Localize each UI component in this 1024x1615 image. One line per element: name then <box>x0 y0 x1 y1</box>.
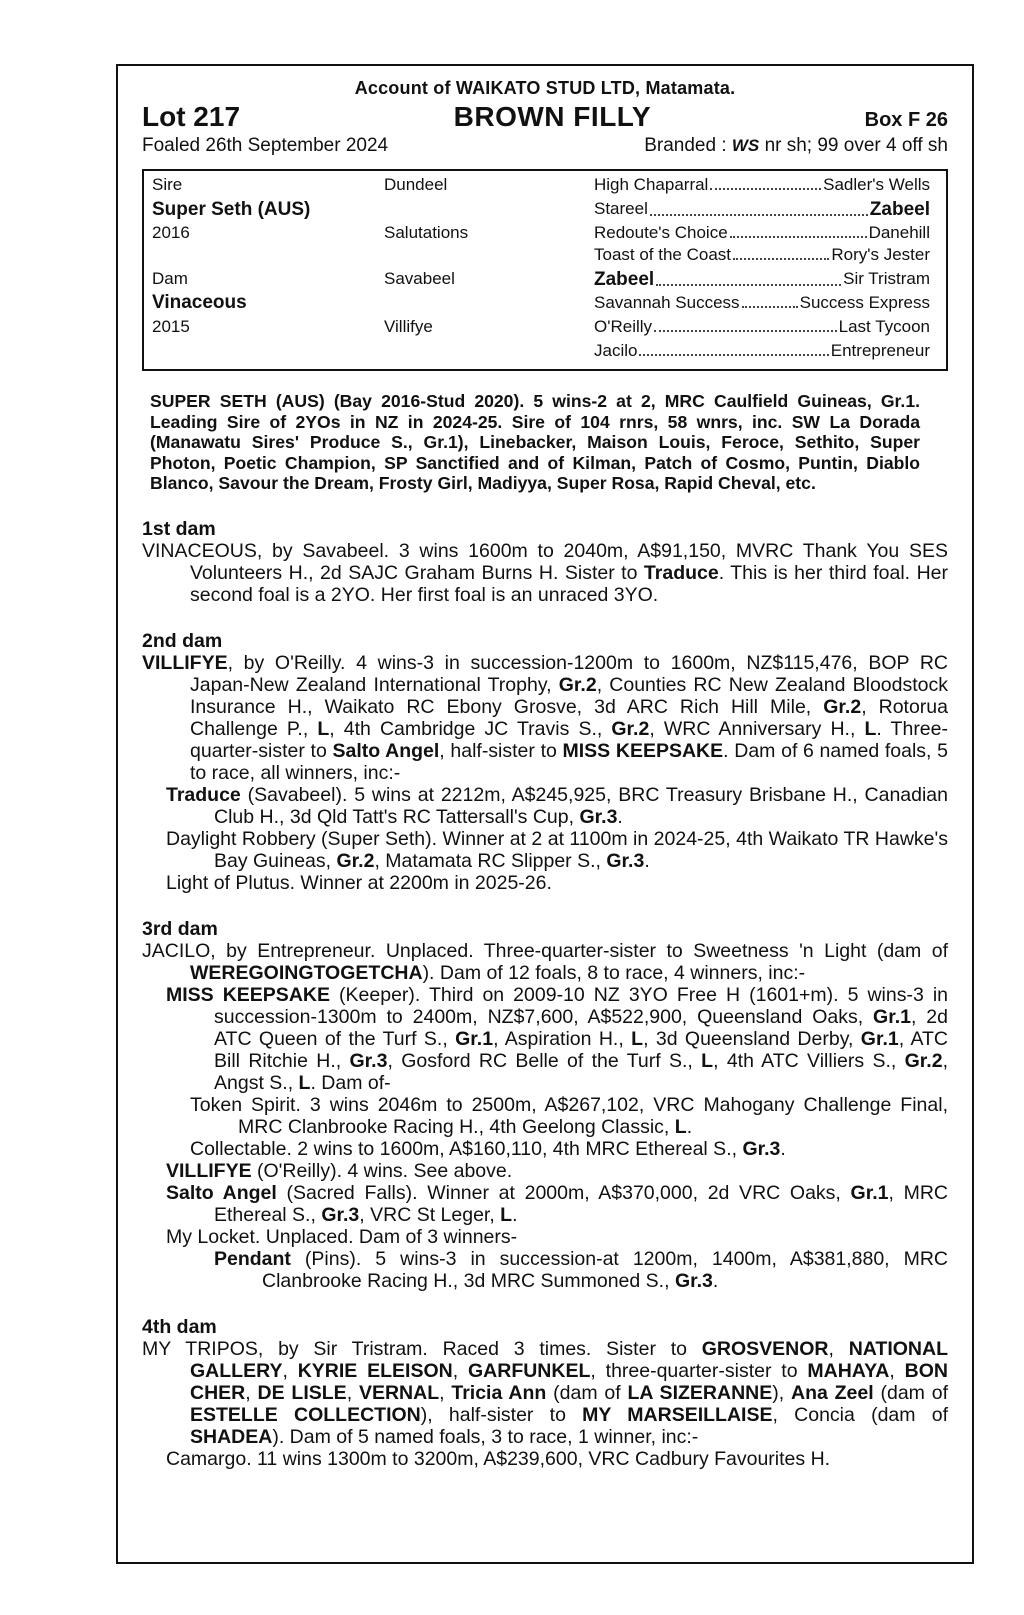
dam-label: Dam <box>152 269 188 288</box>
grand-sire-name: Jacilo <box>594 341 638 360</box>
leader-dots <box>654 317 837 332</box>
grand-sire-name: High Chaparral <box>594 175 709 194</box>
pedigree-paragraph <box>142 828 948 872</box>
bold-text: Gr.1 <box>850 1181 889 1204</box>
text-run: VINACEOUS, by Savabeel. 3 wins 1600m to 2040m, A$91,150, MVRC Thank You SES Volunteers H., 2d SAJC Graham Burns H. Sister to <box>142 539 948 584</box>
bold-text: GARFUNKEL <box>467 1359 591 1382</box>
bold-text: L <box>500 1203 513 1226</box>
bold-text: Gr.3 <box>674 1269 713 1292</box>
text-run: (dam of <box>873 1381 949 1404</box>
text-run: (Sacred Falls). Winner at 2000m, A$370,000, 2d VRC Oaks, <box>276 1181 851 1204</box>
text-run: , Angst S., <box>214 1049 948 1094</box>
lot-title: BROWN FILLY <box>453 101 651 132</box>
pedigree-paragraph <box>142 1338 948 1448</box>
text-run: ), <box>772 1381 791 1404</box>
sire-dam: Salutations <box>384 223 469 242</box>
text-run: Collectable. 2 wins to 1600m, A$160,110, 4th MRC Ethereal S., <box>190 1137 743 1160</box>
grand-sire-name: Savannah Success <box>594 293 740 312</box>
text-run: (Pins). 5 wins-3 in succession-at 1200m, 1400m, A$381,880, MRC Clanbrooke Racing H., 3d MRC Summoned S., <box>262 1247 948 1292</box>
page-content <box>142 66 948 1470</box>
text-run: , Aspiration H., <box>493 1027 632 1050</box>
text-run: , 3d Queensland Derby, <box>643 1027 861 1050</box>
pedigree-third-gen-row <box>594 269 930 291</box>
pedigree-paragraph <box>142 1226 948 1248</box>
grand-sire-sire-name: Sir Tristram <box>843 269 930 288</box>
bold-text: Gr.2 <box>558 673 597 696</box>
text-run: . <box>780 1137 786 1160</box>
text-run: , <box>452 1359 468 1382</box>
section-heading: 2nd dam <box>142 629 223 652</box>
dam-sire: Savabeel <box>384 269 455 288</box>
bold-text: Traduce <box>643 561 719 584</box>
text-run: , <box>346 1381 359 1404</box>
section-heading: 3rd dam <box>142 917 218 940</box>
text-run: MY TRIPOS, by Sir Tristram. Raced 3 times. Sister to <box>142 1337 702 1360</box>
box-number: Box F 26 <box>864 109 948 131</box>
brand-suffix: nr sh; 99 over 4 off sh <box>764 135 948 156</box>
pedigree-paragraph <box>142 652 948 784</box>
lot-number: Lot 217 <box>142 101 241 132</box>
text-run: , Gosford RC Belle of the Turf S., <box>387 1049 702 1072</box>
text-run: (Keeper). Third on 2009-10 NZ 3YO Free H (1601+m). 5 wins-3 in succession-1300m to 2400m, NZ$7,600, A$522,900, Queensland Oaks, <box>214 983 949 1028</box>
text-run: . Dam of- <box>310 1071 391 1094</box>
leader-dots <box>733 245 829 260</box>
bold-text: Salto Angel <box>332 739 440 762</box>
text-run: . Three-quarter-sister to <box>190 717 948 762</box>
pedigree-third-gen-row <box>594 317 930 337</box>
leader-dots <box>742 293 798 308</box>
grand-sire-name: Stareel <box>594 199 648 218</box>
bold-text: LA SIZERANNE <box>627 1381 773 1404</box>
text-run: . <box>512 1203 518 1226</box>
bold-text: L <box>631 1027 644 1050</box>
pedigree-paragraph <box>142 872 948 894</box>
grand-sire-sire-name: Rory's Jester <box>831 245 930 264</box>
pedigree-paragraph <box>142 540 948 606</box>
bold-text: Tricia Ann <box>451 1381 547 1404</box>
text-run: , <box>889 1359 905 1382</box>
text-run: Token Spirit. 3 wins 2046m to 2500m, A$267,102, VRC Mahogany Challenge Final, MRC Clanbrooke Racing H., 4th Geelong Classic, <box>190 1093 948 1138</box>
text-run: (O'Reilly). 4 wins. See above. <box>251 1159 513 1182</box>
grand-sire-name: O'Reilly <box>594 317 653 336</box>
text-run: , Concia (dam of <box>772 1403 949 1426</box>
text-run: , MRC Ethereal S., <box>214 1181 948 1226</box>
bold-text: Ana Zeel <box>790 1381 874 1404</box>
text-run: Daylight Robbery (Super Seth). Winner at 2 at 1100m in 2024-25, 4th Waikato TR Hawke's Bay Guineas, <box>166 827 948 872</box>
pedigree-paragraph <box>142 784 948 828</box>
bold-text: MISS KEEPSAKE <box>166 983 330 1006</box>
text-run: , Rotorua Challenge P., <box>190 695 948 740</box>
catalogue-page <box>116 64 974 1564</box>
text-run: , 2d ATC Queen of the Turf S., <box>214 1005 948 1050</box>
bold-text: Salto Angel <box>166 1181 277 1204</box>
bold-text: L <box>864 717 877 740</box>
text-run: . <box>644 849 650 872</box>
text-run: ). Dam of 5 named foals, 3 to race, 1 winner, inc:- <box>272 1425 699 1448</box>
dam-year: 2015 <box>152 317 190 336</box>
text-run: My Locket. Unplaced. Dam of 3 winners- <box>166 1225 518 1248</box>
leader-dots <box>730 223 867 238</box>
bold-text: Gr.3 <box>606 849 645 872</box>
text-run: , half-sister to <box>439 739 563 762</box>
pedigree-third-gen-row <box>594 199 930 221</box>
bold-text: SHADEA <box>190 1425 273 1448</box>
bold-text: L <box>317 717 330 740</box>
grand-sire-sire-name: Last Tycoon <box>838 317 930 336</box>
bold-text: Gr.2 <box>611 717 650 740</box>
text-run: (Savabeel). 5 wins at 2212m, A$245,925, BRC Treasury Brisbane H., Canadian Club H., 3d Qld Tatt's RC Tattersall's Cup, <box>214 783 948 828</box>
pedigree-paragraph <box>142 1248 948 1292</box>
sire-name: Super Seth (AUS) <box>152 199 311 220</box>
bold-text: Gr.1 <box>873 1005 911 1028</box>
brand-info <box>644 135 948 157</box>
bold-text: MY MARSEILLAISE <box>582 1403 773 1426</box>
text-run: JACILO, by Entrepreneur. Unplaced. Three-quarter-sister to Sweetness 'n Light (dam of <box>142 939 948 962</box>
bold-text: VILLIFYE <box>142 651 228 674</box>
sire-sire: Dundeel <box>384 175 448 194</box>
dam-sections <box>142 518 948 1470</box>
grand-sire-sire-name: Danehill <box>868 223 930 242</box>
leader-dots <box>656 269 841 286</box>
text-run: . <box>617 805 623 828</box>
text-run: , Matamata RC Slipper S., <box>374 849 607 872</box>
text-run: (dam of <box>546 1381 628 1404</box>
bold-text: VERNAL <box>358 1381 440 1404</box>
pedigree-paragraph <box>142 940 948 984</box>
bold-text: MAHAYA <box>807 1359 890 1382</box>
pedigree-third-gen-row <box>594 175 930 195</box>
text-run: . <box>712 1269 719 1292</box>
bold-text: Gr.3 <box>321 1203 360 1226</box>
bold-text: ESTELLE COLLECTION <box>190 1403 421 1426</box>
text-run: , by O'Reilly. 4 wins-3 in succession-1200m to 1600m, NZ$115,476, BOP RC Japan-New Zealand International Trophy, <box>190 651 948 696</box>
leader-dots <box>639 341 828 356</box>
grand-sire-sire-name: Success Express <box>799 293 930 312</box>
bold-text: Gr.3 <box>579 805 618 828</box>
bold-text: MISS KEEPSAKE <box>562 739 724 762</box>
pedigree-third-gen-row <box>594 223 930 243</box>
bold-text: WEREGOINGTOGETCHA <box>190 961 423 984</box>
dam-name: Vinaceous <box>152 292 247 313</box>
grand-sire-sire-name: Zabeel <box>869 199 930 220</box>
pedigree-paragraph <box>142 1138 948 1160</box>
bold-text: L <box>674 1115 687 1138</box>
bold-text: Gr.2 <box>904 1049 943 1072</box>
bold-text: Pendant <box>214 1247 291 1270</box>
text-run: . Dam of 6 named foals, 5 to race, all winners, inc:- <box>190 739 948 784</box>
text-run: . <box>686 1115 693 1138</box>
bold-text: L <box>701 1049 714 1072</box>
brand-mark: WS <box>731 136 760 155</box>
sire-year: 2016 <box>152 223 190 242</box>
bold-text: Traduce <box>166 783 241 806</box>
text-run: , <box>828 1337 849 1360</box>
grand-sire-name: Toast of the Coast <box>594 245 732 264</box>
bold-text: BON CHER <box>190 1359 948 1404</box>
grand-sire-name: Redoute's Choice <box>594 223 728 242</box>
text-run: ), half-sister to <box>420 1403 583 1426</box>
dam-dam: Villifye <box>384 317 433 336</box>
pedigree-paragraph <box>142 1094 948 1138</box>
text-run: , ATC Bill Ritchie H., <box>214 1027 949 1072</box>
text-run: , <box>439 1381 452 1404</box>
pedigree-third-gen-row <box>594 293 930 313</box>
foaled-date: Foaled 26th September 2024 <box>142 135 389 156</box>
sire-label: Sire <box>152 175 183 194</box>
bold-text: Gr.2 <box>823 695 862 718</box>
grand-sire-name: Zabeel <box>594 269 655 290</box>
text-run: , 4th Cambridge JC Travis S., <box>329 717 612 740</box>
leader-dots <box>650 199 868 216</box>
grand-sire-sire-name: Entrepreneur <box>830 341 930 360</box>
text-run: . This is her third foal. Her second foal is a 2YO. Her first foal is an unraced 3YO. <box>190 561 948 606</box>
bold-text: Gr.1 <box>455 1027 494 1050</box>
section-heading: 4th dam <box>142 1315 217 1338</box>
leader-dots <box>710 175 821 190</box>
pedigree-third-gen-row <box>594 341 930 361</box>
pedigree-paragraph <box>142 1182 948 1226</box>
text-run: ). Dam of 12 foals, 8 to race, 4 winners, inc:- <box>422 961 806 984</box>
section-heading: 1st dam <box>142 517 216 540</box>
bold-text: Gr.3 <box>349 1049 388 1072</box>
text-run: , VRC St Leger, <box>359 1203 501 1226</box>
lot-subheader <box>142 135 948 157</box>
bold-text: NATIONAL GALLERY <box>190 1337 948 1382</box>
text-run: , WRC Anniversary H., <box>649 717 865 740</box>
bold-text: VILLIFYE <box>166 1159 252 1182</box>
pedigree-paragraph <box>142 984 948 1094</box>
lot-header <box>142 101 948 133</box>
text-run: , <box>282 1359 298 1382</box>
brand-prefix: Branded : <box>644 135 727 156</box>
bold-text: Gr.1 <box>860 1027 899 1050</box>
pedigree-paragraph <box>142 1448 948 1470</box>
text-run: , Counties RC New Zealand Bloodstock Insurance H., Waikato RC Ebony Grosve, 3d ARC Rich Hill Mile, <box>190 673 948 718</box>
text-run: , three-quarter-sister to <box>590 1359 808 1382</box>
pedigree-paragraph <box>142 1160 948 1182</box>
bold-text: Gr.3 <box>742 1137 781 1160</box>
sire-summary: SUPER SETH (AUS) (Bay 2016-Stud 2020). 5 wins-2 at 2, MRC Caulfield Guineas, Gr.1. Leading Sire of 2YOs in NZ in 2024-25. Sire of 104 rnrs, 58 wnrs, inc. SW La Dorada (Manawatu Sires' Produce S., Gr.1), Linebacker, Maison Louis, Feroce, Sethito, Super Photon, Poetic Champion, SP Sanctified and of Kilman, Patch of Cosmo, Puntin, Diablo Blanco, Savour the Dream, Frosty Girl, Madiyya, Super Rosa, Rapid Cheval, etc. <box>150 391 920 493</box>
vendor-account: Account of WAIKATO STUD LTD, Matamata. <box>354 78 736 98</box>
grand-sire-sire-name: Sadler's Wells <box>823 175 930 194</box>
text-run: , <box>245 1381 258 1404</box>
bold-text: DE LISLE <box>257 1381 347 1404</box>
bold-text: L <box>298 1071 311 1094</box>
text-run: Light of Plutus. Winner at 2200m in 2025-26. <box>166 871 552 894</box>
bold-text: GROSVENOR <box>701 1337 829 1360</box>
bold-text: KYRIE ELEISON <box>297 1359 453 1382</box>
text-run: , 4th ATC Villiers S., <box>713 1049 905 1072</box>
text-run: Camargo. 11 wins 1300m to 3200m, A$239,600, VRC Cadbury Favourites H. <box>166 1447 831 1470</box>
pedigree-third-gen-row <box>594 245 930 265</box>
bold-text: Gr.2 <box>336 849 375 872</box>
pedigree-table <box>142 169 948 371</box>
